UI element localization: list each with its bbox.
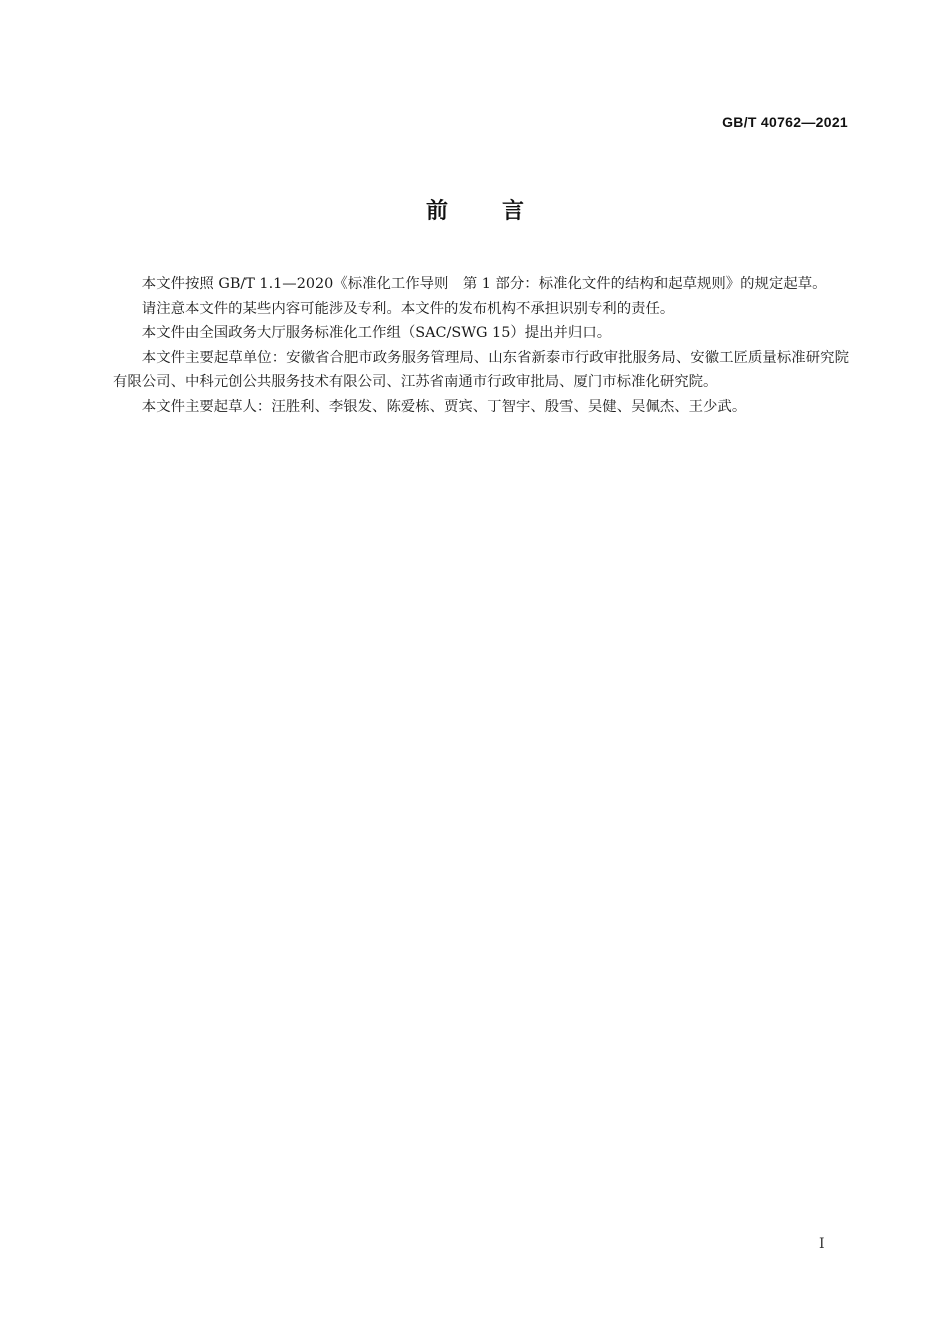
- standard-code: GB/T 40762—2021: [722, 114, 848, 130]
- page-title: 前言: [425, 199, 578, 224]
- paragraph-drafting-units: 本文件主要起草单位：安徽省合肥市政务服务管理局、山东省新泰市行政审批服务局、安徽工匠质量标准研究院有限公司、中科元创公共服务技术有限公司、江苏省南通市行政审批局、厦门市标准化研究院。: [113, 349, 849, 390]
- page-number: I: [819, 1236, 825, 1252]
- paragraph-drafters: 本文件主要起草人：汪胜利、李银发、陈爱栋、贾宾、丁智宇、殷雪、吴健、吴佩杰、王少武。: [141, 398, 747, 415]
- paragraph-patent-notice: 请注意本文件的某些内容可能涉及专利。本文件的发布机构不承担识别专利的责任。: [141, 300, 675, 317]
- paragraph-drafting-rules: 本文件按照 GB/T 1.1—2020《标准化工作导则 第 1 部分：标准化文件的结构和起草规则》的规定起草。: [141, 276, 827, 292]
- paragraph-proposer: 本文件由全国政务大厅服务标准化工作组（SAC/SWG 15）提出并归口。: [141, 325, 612, 341]
- foreword-body: [113, 272, 849, 419]
